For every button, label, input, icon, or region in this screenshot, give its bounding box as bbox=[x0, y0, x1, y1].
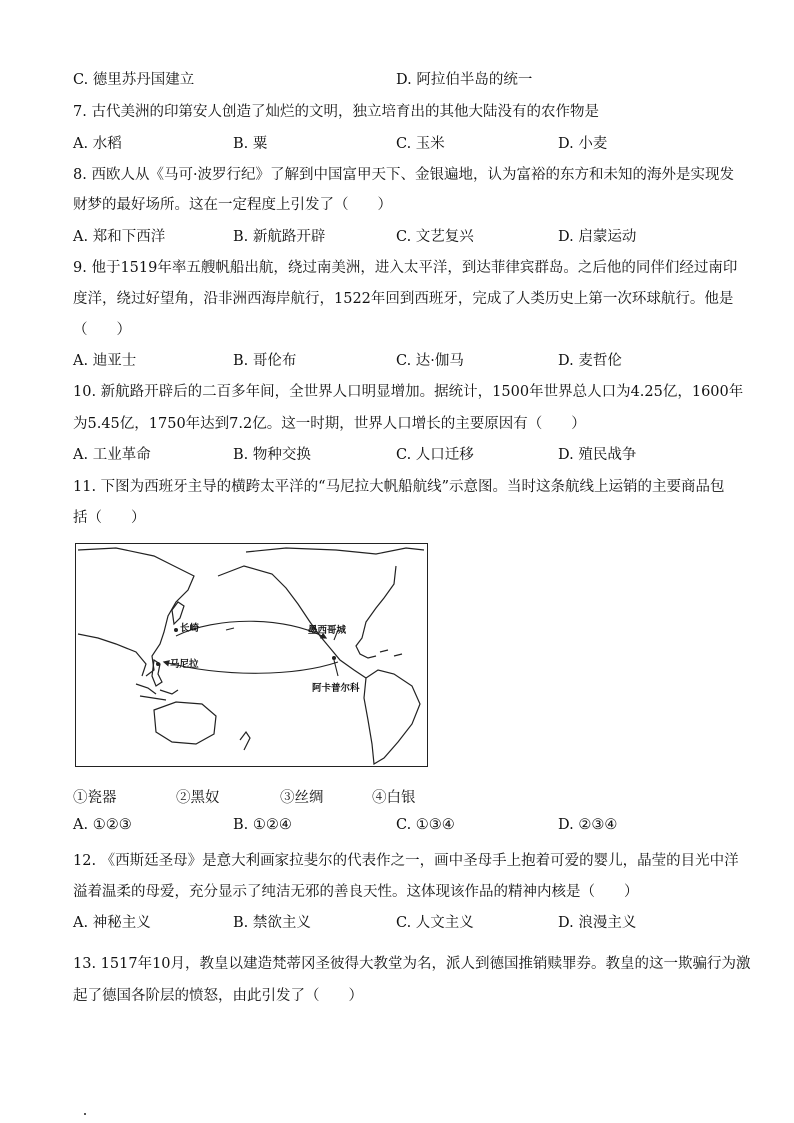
q12-option-a: A. 神秘主义 bbox=[73, 915, 151, 931]
q8-option-b: B. 新航路开辟 bbox=[233, 229, 326, 245]
q8-stem-line1: 8. 西欧人从《马可·波罗行纪》了解到中国富甲天下、金银遍地，认为富裕的东方和未知的海外是实现发 bbox=[73, 167, 735, 183]
world-map-graphic bbox=[76, 544, 426, 765]
q9-option-b: B. 哥伦布 bbox=[233, 353, 297, 369]
q12-stem-line2: 溢着温柔的母爱，充分显示了纯洁无邪的善良天性。这体现该作品的精神内核是（ ） bbox=[73, 884, 639, 900]
q7-stem: 7. 古代美洲的印第安人创造了灿烂的文明，独立培育出的其他大陆没有的农作物是 bbox=[73, 104, 599, 120]
q7-option-a: A. 水稻 bbox=[73, 136, 122, 152]
q10-stem-line1: 10. 新航路开辟后的二百多年间，全世界人口明显增加。据统计，1500年世界总人口为4.25亿，1600年 bbox=[73, 384, 744, 400]
q13-stem-line1: 13. 1517年10月，教皇以建造梵蒂冈圣彼得大教堂为名，派人到德国推销赎罪券。教皇的这一欺骗行为激 bbox=[73, 956, 751, 972]
nagasaki-label: 长崎 bbox=[180, 623, 200, 634]
q8-stem-line2: 财梦的最好场所。这在一定程度上引发了（ ） bbox=[73, 197, 392, 213]
q9-stem-line1: 9. 他于1519年率五艘帆船出航，绕过南美洲，进入太平洋，到达菲律宾群岛。之后他的同伴们经过南印 bbox=[73, 260, 738, 276]
mexico-city-label: 墨西哥城 bbox=[308, 625, 347, 636]
q9-stem-line2: 度洋，绕过好望角，沿非洲西海岸航行，1522年回到西班牙，完成了人类历史上第一次环球航行。他是 bbox=[73, 291, 734, 307]
q12-option-b: B. 禁欲主义 bbox=[233, 915, 311, 931]
q11-option-b: B. ①②④ bbox=[233, 817, 292, 833]
q9-option-d: D. 麦哲伦 bbox=[558, 353, 622, 369]
manila-marker bbox=[156, 662, 160, 666]
indonesia-islands bbox=[136, 684, 178, 700]
q7-option-b: B. 粟 bbox=[233, 136, 268, 152]
route-eastbound-arrow-mid bbox=[226, 628, 234, 630]
caribbean-islands bbox=[380, 650, 402, 656]
q10-option-b: B. 物种交换 bbox=[233, 447, 311, 463]
nagasaki-marker bbox=[174, 628, 178, 632]
north-america-east-coast bbox=[356, 566, 396, 658]
new-zealand-outline bbox=[240, 732, 250, 750]
south-america-outline bbox=[364, 670, 420, 764]
q11-item-3: ③丝绸 bbox=[280, 790, 324, 806]
q7-option-d: D. 小麦 bbox=[558, 136, 608, 152]
q10-stem-line2: 为5.45亿，1750年达到7.2亿。这一时期，世界人口增长的主要原因有（ ） bbox=[73, 416, 586, 432]
q10-option-a: A. 工业革命 bbox=[73, 447, 151, 463]
q11-option-a: A. ①②③ bbox=[73, 817, 132, 833]
acapulco-marker bbox=[332, 656, 336, 660]
q11-stem-line2: 括（ ） bbox=[73, 510, 146, 526]
q12-option-c: C. 人文主义 bbox=[396, 915, 474, 931]
q8-option-c: C. 文艺复兴 bbox=[396, 229, 474, 245]
q9-option-c: C. 达·伽马 bbox=[396, 353, 464, 369]
q6-option-c: C. 德里苏丹国建立 bbox=[73, 72, 195, 88]
q10-option-d: D. 殖民战争 bbox=[558, 447, 637, 463]
q7-option-c: C. 玉米 bbox=[396, 136, 445, 152]
australia-outline bbox=[154, 702, 216, 744]
q11-option-c: C. ①③④ bbox=[396, 817, 455, 833]
q8-option-a: A. 郑和下西洋 bbox=[73, 229, 166, 245]
q12-stem-line1: 12. 《西斯廷圣母》是意大利画家拉斐尔的代表作之一，画中圣母手上抱着可爱的婴儿，晶莹的目光中洋 bbox=[73, 853, 739, 869]
manila-galleon-route-map bbox=[75, 543, 428, 767]
q9-stem-line3: （ ） bbox=[73, 322, 131, 338]
q9-option-a: A. 迪亚士 bbox=[73, 353, 137, 369]
q11-item-1: ①瓷器 bbox=[73, 790, 117, 806]
china-coast bbox=[78, 634, 146, 676]
q10-option-c: C. 人口迁移 bbox=[396, 447, 474, 463]
page-speck bbox=[84, 1113, 86, 1115]
q11-option-d: D. ②③④ bbox=[558, 817, 618, 833]
q13-stem-line2: 起了德国各阶层的愤怒，由此引发了（ ） bbox=[73, 988, 363, 1004]
q8-option-d: D. 启蒙运动 bbox=[558, 229, 637, 245]
q11-item-4: ④白银 bbox=[372, 790, 416, 806]
north-america-arctic bbox=[246, 548, 424, 554]
q12-option-d: D. 浪漫主义 bbox=[558, 915, 637, 931]
q11-stem-line1: 11. 下图为西班牙主导的横跨太平洋的“马尼拉大帆船航线”示意图。当时这条航线上运销的主要商品包 bbox=[73, 479, 725, 495]
acapulco-label: 阿卡普尔科 bbox=[312, 683, 360, 694]
q11-item-2: ②黑奴 bbox=[176, 790, 220, 806]
manila-label: 马尼拉 bbox=[170, 659, 199, 670]
q6-option-d: D. 阿拉伯半岛的统一 bbox=[396, 72, 533, 88]
